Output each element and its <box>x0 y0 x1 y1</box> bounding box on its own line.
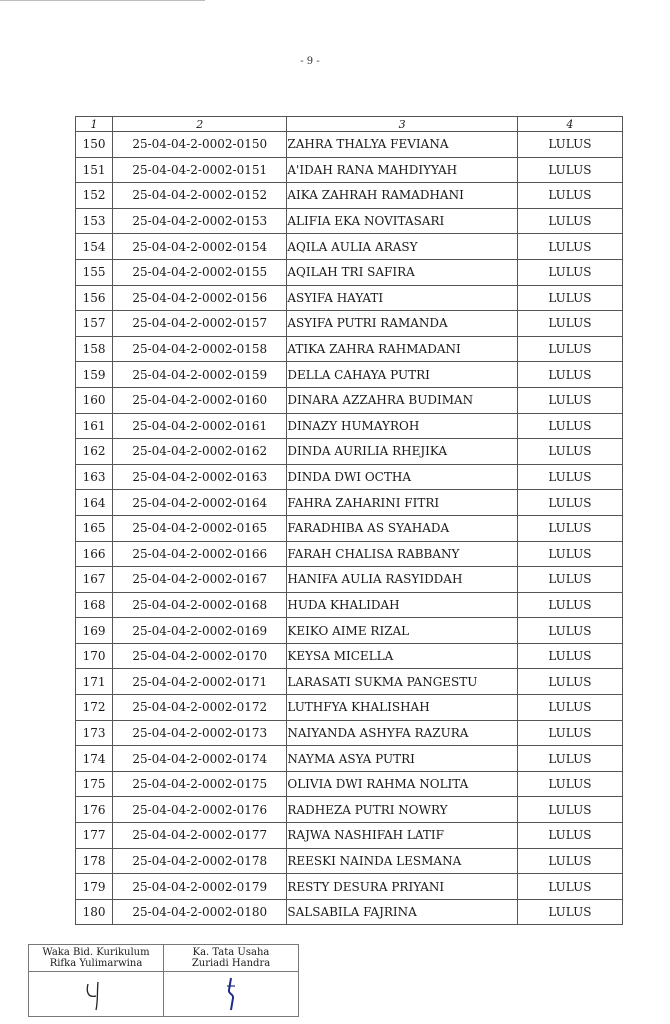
table-row <box>76 720 623 746</box>
participant-name: ATIKA ZAHRA RAHMADANI <box>287 336 517 362</box>
participant-name: KEIKO AIME RIZAL <box>287 618 517 644</box>
participant-name: LUTHFYA KHALISHAH <box>287 695 517 721</box>
result-status: LULUS <box>517 746 622 772</box>
table-row <box>76 746 623 772</box>
participant-name: DINDA DWI OCTHA <box>287 464 517 490</box>
participant-id: 25-04-04-2-0002-0171 <box>113 669 287 695</box>
result-status: LULUS <box>517 234 622 260</box>
row-number: 162 <box>76 439 113 465</box>
row-number: 166 <box>76 541 113 567</box>
row-number: 156 <box>76 285 113 311</box>
participant-id: 25-04-04-2-0002-0172 <box>113 695 287 721</box>
row-number: 155 <box>76 259 113 285</box>
participant-name: ZAHRA THALYA FEVIANA <box>287 132 517 158</box>
participant-id: 25-04-04-2-0002-0158 <box>113 336 287 362</box>
row-number: 168 <box>76 592 113 618</box>
participant-name: REESKI NAINDA LESMANA <box>287 848 517 874</box>
participant-name: ASYIFA HAYATI <box>287 285 517 311</box>
participant-id: 25-04-04-2-0002-0166 <box>113 541 287 567</box>
participant-id: 25-04-04-2-0002-0170 <box>113 643 287 669</box>
participant-name: KEYSA MICELLA <box>287 643 517 669</box>
signature-right-mark <box>211 976 251 1012</box>
participant-name: FAHRA ZAHARINI FITRI <box>287 490 517 516</box>
participant-id: 25-04-04-2-0002-0150 <box>113 132 287 158</box>
row-number: 177 <box>76 823 113 849</box>
result-status: LULUS <box>517 285 622 311</box>
participant-id: 25-04-04-2-0002-0152 <box>113 183 287 209</box>
result-status: LULUS <box>517 259 622 285</box>
signatory-right <box>164 945 299 972</box>
row-number: 152 <box>76 183 113 209</box>
table-row <box>76 797 623 823</box>
table-row <box>76 132 623 158</box>
participant-name: DINAZY HUMAYROH <box>287 413 517 439</box>
participant-name: LARASATI SUKMA PANGESTU <box>287 669 517 695</box>
table-row <box>76 669 623 695</box>
participant-name: OLIVIA DWI RAHMA NOLITA <box>287 771 517 797</box>
participant-id: 25-04-04-2-0002-0163 <box>113 464 287 490</box>
participant-name: DINARA AZZAHRA BUDIMAN <box>287 387 517 413</box>
row-number: 161 <box>76 413 113 439</box>
row-number: 172 <box>76 695 113 721</box>
signatory-right-name: Zuriadi Handra <box>191 958 271 969</box>
table-row <box>76 234 623 260</box>
row-number: 151 <box>76 157 113 183</box>
row-number: 178 <box>76 848 113 874</box>
result-status: LULUS <box>517 695 622 721</box>
result-status: LULUS <box>517 567 622 593</box>
row-number: 173 <box>76 720 113 746</box>
participant-name: ALIFIA EKA NOVITASARI <box>287 208 517 234</box>
signatory-left <box>29 945 164 972</box>
table-row <box>76 695 623 721</box>
row-number: 160 <box>76 387 113 413</box>
table-row <box>76 899 623 925</box>
participant-id: 25-04-04-2-0002-0175 <box>113 771 287 797</box>
result-status: LULUS <box>517 643 622 669</box>
header-col-1: 1 <box>76 117 113 132</box>
result-status: LULUS <box>517 387 622 413</box>
participant-id: 25-04-04-2-0002-0157 <box>113 311 287 337</box>
signature-left-cell <box>29 972 164 1017</box>
table-row <box>76 439 623 465</box>
result-status: LULUS <box>517 439 622 465</box>
participant-name: SALSABILA FAJRINA <box>287 899 517 925</box>
participant-id: 25-04-04-2-0002-0180 <box>113 899 287 925</box>
participant-id: 25-04-04-2-0002-0167 <box>113 567 287 593</box>
row-number: 153 <box>76 208 113 234</box>
table-row <box>76 874 623 900</box>
participant-name: RAJWA NASHIFAH LATIF <box>287 823 517 849</box>
result-status: LULUS <box>517 541 622 567</box>
participant-id: 25-04-04-2-0002-0164 <box>113 490 287 516</box>
result-status: LULUS <box>517 362 622 388</box>
participant-id: 25-04-04-2-0002-0151 <box>113 157 287 183</box>
table-row <box>76 362 623 388</box>
row-number: 159 <box>76 362 113 388</box>
result-status: LULUS <box>517 157 622 183</box>
row-number: 164 <box>76 490 113 516</box>
signature-left-mark <box>76 976 116 1012</box>
header-col-3: 3 <box>287 117 517 132</box>
participant-id: 25-04-04-2-0002-0169 <box>113 618 287 644</box>
table-body <box>76 132 623 925</box>
row-number: 165 <box>76 515 113 541</box>
result-status: LULUS <box>517 899 622 925</box>
result-status: LULUS <box>517 720 622 746</box>
participant-name: HANIFA AULIA RASYIDDAH <box>287 567 517 593</box>
table-row <box>76 490 623 516</box>
participant-name: RESTY DESURA PRIYANI <box>287 874 517 900</box>
table-row <box>76 823 623 849</box>
results-table <box>75 116 623 925</box>
participant-id: 25-04-04-2-0002-0177 <box>113 823 287 849</box>
signature-right-cell <box>164 972 299 1017</box>
row-number: 150 <box>76 132 113 158</box>
participant-name: AIKA ZAHRAH RAMADHANI <box>287 183 517 209</box>
participant-id: 25-04-04-2-0002-0161 <box>113 413 287 439</box>
scan-top-edge <box>0 0 205 1</box>
result-status: LULUS <box>517 771 622 797</box>
participant-id: 25-04-04-2-0002-0165 <box>113 515 287 541</box>
result-status: LULUS <box>517 132 622 158</box>
table-header-row <box>76 117 623 132</box>
table-row <box>76 848 623 874</box>
table-row <box>76 413 623 439</box>
row-number: 174 <box>76 746 113 772</box>
result-status: LULUS <box>517 311 622 337</box>
row-number: 180 <box>76 899 113 925</box>
result-status: LULUS <box>517 183 622 209</box>
table-row <box>76 336 623 362</box>
participant-id: 25-04-04-2-0002-0179 <box>113 874 287 900</box>
participant-id: 25-04-04-2-0002-0159 <box>113 362 287 388</box>
signature-box <box>28 944 299 1017</box>
row-number: 171 <box>76 669 113 695</box>
header-col-4: 4 <box>517 117 622 132</box>
header-col-2: 2 <box>113 117 287 132</box>
row-number: 176 <box>76 797 113 823</box>
result-status: LULUS <box>517 669 622 695</box>
page-number: - 9 - <box>300 56 320 67</box>
row-number: 157 <box>76 311 113 337</box>
table-row <box>76 311 623 337</box>
table-row <box>76 285 623 311</box>
row-number: 170 <box>76 643 113 669</box>
participant-id: 25-04-04-2-0002-0153 <box>113 208 287 234</box>
participant-name: RADHEZA PUTRI NOWRY <box>287 797 517 823</box>
participant-id: 25-04-04-2-0002-0168 <box>113 592 287 618</box>
table-row <box>76 259 623 285</box>
row-number: 179 <box>76 874 113 900</box>
table-row <box>76 541 623 567</box>
row-number: 163 <box>76 464 113 490</box>
row-number: 154 <box>76 234 113 260</box>
participant-id: 25-04-04-2-0002-0155 <box>113 259 287 285</box>
table-row <box>76 618 623 644</box>
table-row <box>76 387 623 413</box>
table-row <box>76 464 623 490</box>
participant-id: 25-04-04-2-0002-0162 <box>113 439 287 465</box>
table-row <box>76 515 623 541</box>
participant-name: FARADHIBA AS SYAHADA <box>287 515 517 541</box>
participant-name: NAIYANDA ASHYFA RAZURA <box>287 720 517 746</box>
table-row <box>76 157 623 183</box>
participant-name: HUDA KHALIDAH <box>287 592 517 618</box>
result-status: LULUS <box>517 208 622 234</box>
participant-name: AQILAH TRI SAFIRA <box>287 259 517 285</box>
participant-id: 25-04-04-2-0002-0178 <box>113 848 287 874</box>
table-row <box>76 643 623 669</box>
result-status: LULUS <box>517 490 622 516</box>
signatory-right-title: Ka. Tata Usaha <box>192 947 270 958</box>
participant-name: NAYMA ASYA PUTRI <box>287 746 517 772</box>
result-status: LULUS <box>517 336 622 362</box>
participant-id: 25-04-04-2-0002-0174 <box>113 746 287 772</box>
participant-id: 25-04-04-2-0002-0160 <box>113 387 287 413</box>
participant-id: 25-04-04-2-0002-0173 <box>113 720 287 746</box>
participant-id: 25-04-04-2-0002-0176 <box>113 797 287 823</box>
table-row <box>76 567 623 593</box>
table-row <box>76 592 623 618</box>
participant-name: ASYIFA PUTRI RAMANDA <box>287 311 517 337</box>
result-status: LULUS <box>517 413 622 439</box>
row-number: 175 <box>76 771 113 797</box>
participant-id: 25-04-04-2-0002-0156 <box>113 285 287 311</box>
table-row <box>76 208 623 234</box>
signatory-left-title: Waka Bid. Kurikulum <box>42 947 150 958</box>
result-status: LULUS <box>517 874 622 900</box>
row-number: 167 <box>76 567 113 593</box>
result-status: LULUS <box>517 618 622 644</box>
signatory-left-name: Rifka Yulimarwina <box>49 958 143 969</box>
participant-name: FARAH CHALISA RABBANY <box>287 541 517 567</box>
result-status: LULUS <box>517 515 622 541</box>
participant-name: DELLA CAHAYA PUTRI <box>287 362 517 388</box>
result-status: LULUS <box>517 823 622 849</box>
result-status: LULUS <box>517 797 622 823</box>
participant-name: DINDA AURILIA RHEJIKA <box>287 439 517 465</box>
result-status: LULUS <box>517 464 622 490</box>
row-number: 158 <box>76 336 113 362</box>
participant-id: 25-04-04-2-0002-0154 <box>113 234 287 260</box>
participant-name: A'IDAH RANA MAHDIYYAH <box>287 157 517 183</box>
result-status: LULUS <box>517 848 622 874</box>
table-row <box>76 771 623 797</box>
participant-name: AQILA AULIA ARASY <box>287 234 517 260</box>
row-number: 169 <box>76 618 113 644</box>
result-status: LULUS <box>517 592 622 618</box>
table-row <box>76 183 623 209</box>
